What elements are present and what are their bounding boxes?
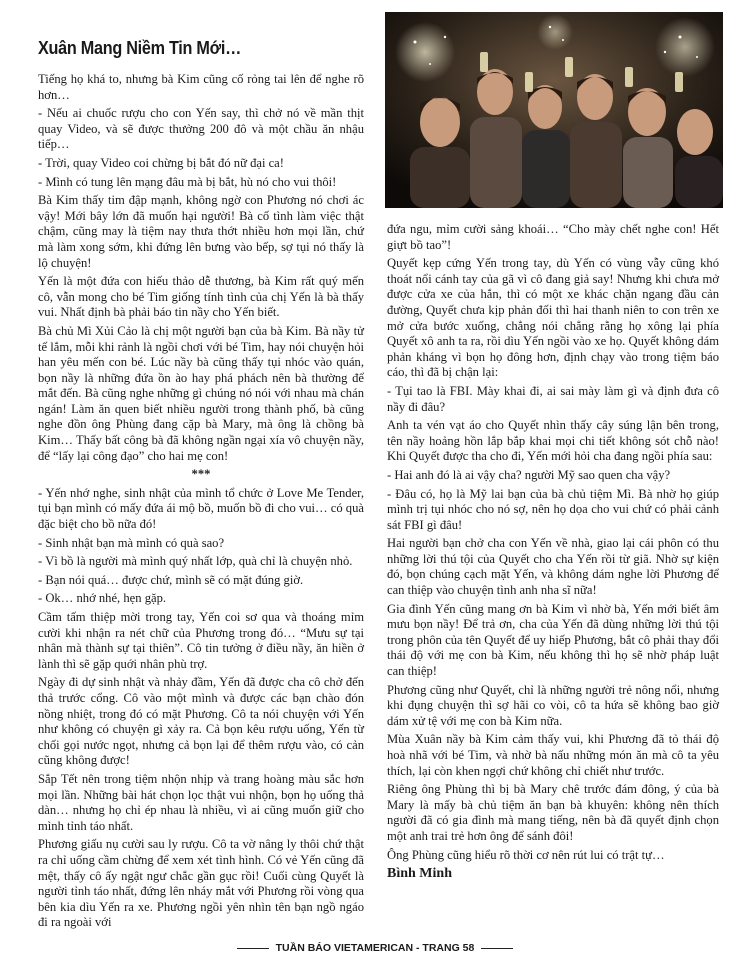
article-title: Xuân Mang Niềm Tin Mới… <box>38 38 242 58</box>
paragraph: - Nếu ai chuốc rượu cho con Yến say, thì chở nó về mần thịt quay Video, và sẽ được thưởng 200 đô và một chầu ăn nhậu tiếp… <box>38 106 364 152</box>
paragraph: - Tụi tao là FBI. Mày khai đi, ai sai mày làm gì và định đưa cô nầy đi đâu? <box>387 383 719 414</box>
paragraph: - Vì bồ là người mà mình quý nhất lớp, quà chỉ là chuyện nhỏ. <box>38 554 353 569</box>
paragraph: - Trời, quay Video coi chừng bị bắt đó nữ đại ca! <box>38 155 284 170</box>
footer-rule-right <box>481 948 513 949</box>
party-photo <box>385 12 723 208</box>
paragraph: Bà Kim thấy tim đập mạnh, không ngờ con Phương nó chơi ác vậy! Mới bây lớn đã muốn hại người! Bà cố tình làm việc thật chậm, cũng may là tiệm nay thưa thớt nhiều hơn mọi lần, chứ mà làm xong sớm, khi đứng lên bưng vào bếp, sợ tụi nó thấy là lộ chuyện! <box>38 193 364 270</box>
paragraph: - Đâu có, họ là Mỹ lai bạn của bà chủ tiệm Mì. Bà nhờ họ giúp mình trị tụi nhóc cho nó sợ, nên họ dọa cho vui chứ có phải cảnh sát FBI gì đâu! <box>387 486 719 532</box>
author-byline: Bình Minh <box>387 866 452 882</box>
paragraph: - Mình có tung lên mạng đâu mà bị bắt, hù nó cho vui thôi! <box>38 174 337 189</box>
paragraph: Yến là một đứa con hiếu thảo dễ thương, bà Kim rất quý mến cô, vẫn mong cho bé Tim giống tính tình của chị Yến là bà thấy vui. Nhất định bà phải báo tin nầy cho Yến biết. <box>38 274 364 320</box>
paragraph: Ngày đi dự sinh nhật và nhảy đầm, Yến đã được cha cô chở đến thả trước cổng. Cô vào một mình và được các bạn chào đón nồng nhiệt, trong đó có mặt Phương. Cô ta nói chuyện với Yến như không có chuyện gì xảy ra. Cả bọn kêu rượu uống, Yến từ chối gọi nước ngọt, nhưng cả bọn lại để thêm rượu vào, có cản cũng không được! <box>38 675 364 768</box>
left-column <box>38 72 364 934</box>
paragraph: Ông Phùng cũng hiểu rõ thời cơ nên rút lui có trật tự… <box>387 847 665 862</box>
paragraph: Gia đình Yến cũng mang ơn bà Kim vì nhờ bà, Yến mới biết âm mưu bọn nầy! Để trả ơn, cha của Yến đã dùng những lời thú tội trong phôn của tên Quyết để uy hiếp Phương, bắt cô phải thay đổi thái độ với mẹ con bà Kim, nếu không thì họ sẽ nhờ pháp luật can thiệp! <box>387 601 719 679</box>
paragraph: Tiếng họ khá to, nhưng bà Kim cũng cố rỏng tai lên để nghe rõ hơn… <box>38 72 364 102</box>
paragraph: - Yến nhớ nghe, sinh nhật của mình tổ chức ở Love Me Tender, tụi bạn mình có mấy đứa ái mộ bồ, muốn bồ đi cho vui… có quà đặc biệt cho bồ nữa đó! <box>38 485 364 532</box>
party-photo-image <box>385 12 723 208</box>
paragraph: Bà chủ Mì Xủi Cảo là chị một người bạn của bà Kim. Bà nầy tử tế lắm, mỗi khi rảnh là ngồi chơi với bé Tim, hay nói chuyện hỏi han yêu mến con bé. Lúc nầy bà cũng thấy tụi nhóc vào quán, bọn nầy là những đứa ồn ào hay phá phách nên bà thường để mắt đến. Bà cũng nghe những gì chúng nó nói với nhau mà chán ngán! Làm ăn quen biết nhiều người trong thành phố, bà cũng nghe đồn ông Phùng đang cặp bà Mary, mà ông là chồng bà Kim… Thấy bất công bà đã không ngần ngại xía vô chuyện nầy, để “lấy lại công đạo” cho hai mẹ con! <box>38 323 364 463</box>
footer-rule-left <box>237 948 269 949</box>
paragraph: Anh ta vén vạt áo cho Quyết nhìn thấy cây súng lận bên trong, tên nầy hoảng hồn lắp bắp khai mọi chi tiết không sót chỗ nào! Khi Quyết được tha cho đi, Yến mới hỏi cha đang ngồi phía sau: <box>387 418 719 464</box>
right-column <box>387 222 719 885</box>
paragraph: đứa ngu, mỉm cười sảng khoái… “Cho mày chết nghe con! Hết giựt bồ tao”! <box>387 222 719 252</box>
paragraph: Quyết kẹp cứng Yến trong tay, dù Yến có vùng vẫy cũng khó thoát nổi cánh tay của gã vì cô đang giả say! Nhưng khi chưa mở được cửa xe của hắn, thì có một xe khác chặn ngang đầu cản đường, Quyết chưa kịp phản đối thì hai thanh niên to con trên xe mở cửa bước xuống, chẳng nói chẳng rằng họ xông lại phía Quyết xô anh ta ra, rồi dìu Yến ngồi vào xe họ. Quyết không dám phản kháng vì bọn họ đông hơn, định chạy vào trong tiệm báo cáo, thì đã bị chận lại: <box>387 256 719 380</box>
section-separator: *** <box>191 467 211 482</box>
paragraph: Riêng ông Phùng thì bị bà Mary chê trước đám đông, ý của bà Mary là mấy bà chủ tiệm ăn bạn bà khuyên: không nên thích người đã có gia đình mà mang tiếng, nên bà đã quyết định chọn một anh trai trẻ hơn ông để sánh đôi! <box>387 782 719 843</box>
paragraph: - Bạn nói quá… được chứ, mình sẽ có mặt đúng giờ. <box>38 572 304 587</box>
paragraph: Phương cũng như Quyết, chỉ là những người trẻ nông nổi, nhưng khi đụng chuyện thì sợ hãi co vòi, cô ta hứa sẽ không bao giờ dám xử tệ với mẹ con bà Kim nữa. <box>387 682 719 728</box>
footer-text: TUẦN BÁO VIETAMERICAN - TRANG 58 <box>275 942 475 954</box>
paragraph: - Hai anh đó là ai vậy cha? người Mỹ sao quen cha vậy? <box>387 467 671 482</box>
page-footer <box>0 942 750 954</box>
paragraph: Sắp Tết nên trong tiệm nhộn nhịp và trang hoàng màu sắc hơn mọi lần. Những bài hát chọn lọc thật vui nhộn, bọn họ uống thả dàn… nhưng họ chỉ ép nhau là nhiều, vì ai cũng muốn giữ cho mình tỉnh táo nhất. <box>38 771 364 833</box>
paragraph: - Sinh nhật bạn mà mình có quà sao? <box>38 535 225 550</box>
paragraph: Hai người bạn chở cha con Yến về nhà, giao lại cái phôn có thu những lời thú tội của Quyết cho cha Yến rồi từ giã. Nhờ sự kiện đó, bọn chúng cạch mặt Yến, và không dám nghe lời Phương để can thiệp vào chuyện tình anh nha sĩ nữa! <box>387 536 719 598</box>
paragraph: Cầm tấm thiệp mời trong tay, Yến coi sơ qua và thoáng mỉm cười khi nhận ra nét chữ của Phương trong đó… “Mưu sự tại nhân mà thành sự tại thiên”. Cô tin tưởng ở điều nầy, ăn hiền ở lành thì sẽ gặp quới nhân phù trợ. <box>38 610 364 671</box>
paragraph: Mùa Xuân nầy bà Kim cảm thấy vui, khi Phương đã tỏ thái độ hoà nhã với bé Tim, và nhờ bà nấu những món ăn mà cô ta yêu thích, lại còn khen ngợi chứ không chỉ chiết như trước. <box>387 732 719 778</box>
paragraph: - Ok… nhớ nhé, hẹn gặp. <box>38 591 167 606</box>
paragraph: Phương giấu nụ cười sau ly rượu. Cô ta vờ nâng ly thôi chứ thật ra chỉ uống cầm chừng để xem xét tình hình. Có vẻ Yến cũng đã mệt, thấy cô ấy ngật ngư chắc gần gục rồi! Cuối cùng Quyết là người tỉnh táo nhất, đứng lên nháy mắt với Phương rồi vòng qua bên kia dìu Yến ra xe. Phương ngồi yên nhìn tên bạn ngồ ngáo đi ra ngoài với <box>38 837 364 930</box>
